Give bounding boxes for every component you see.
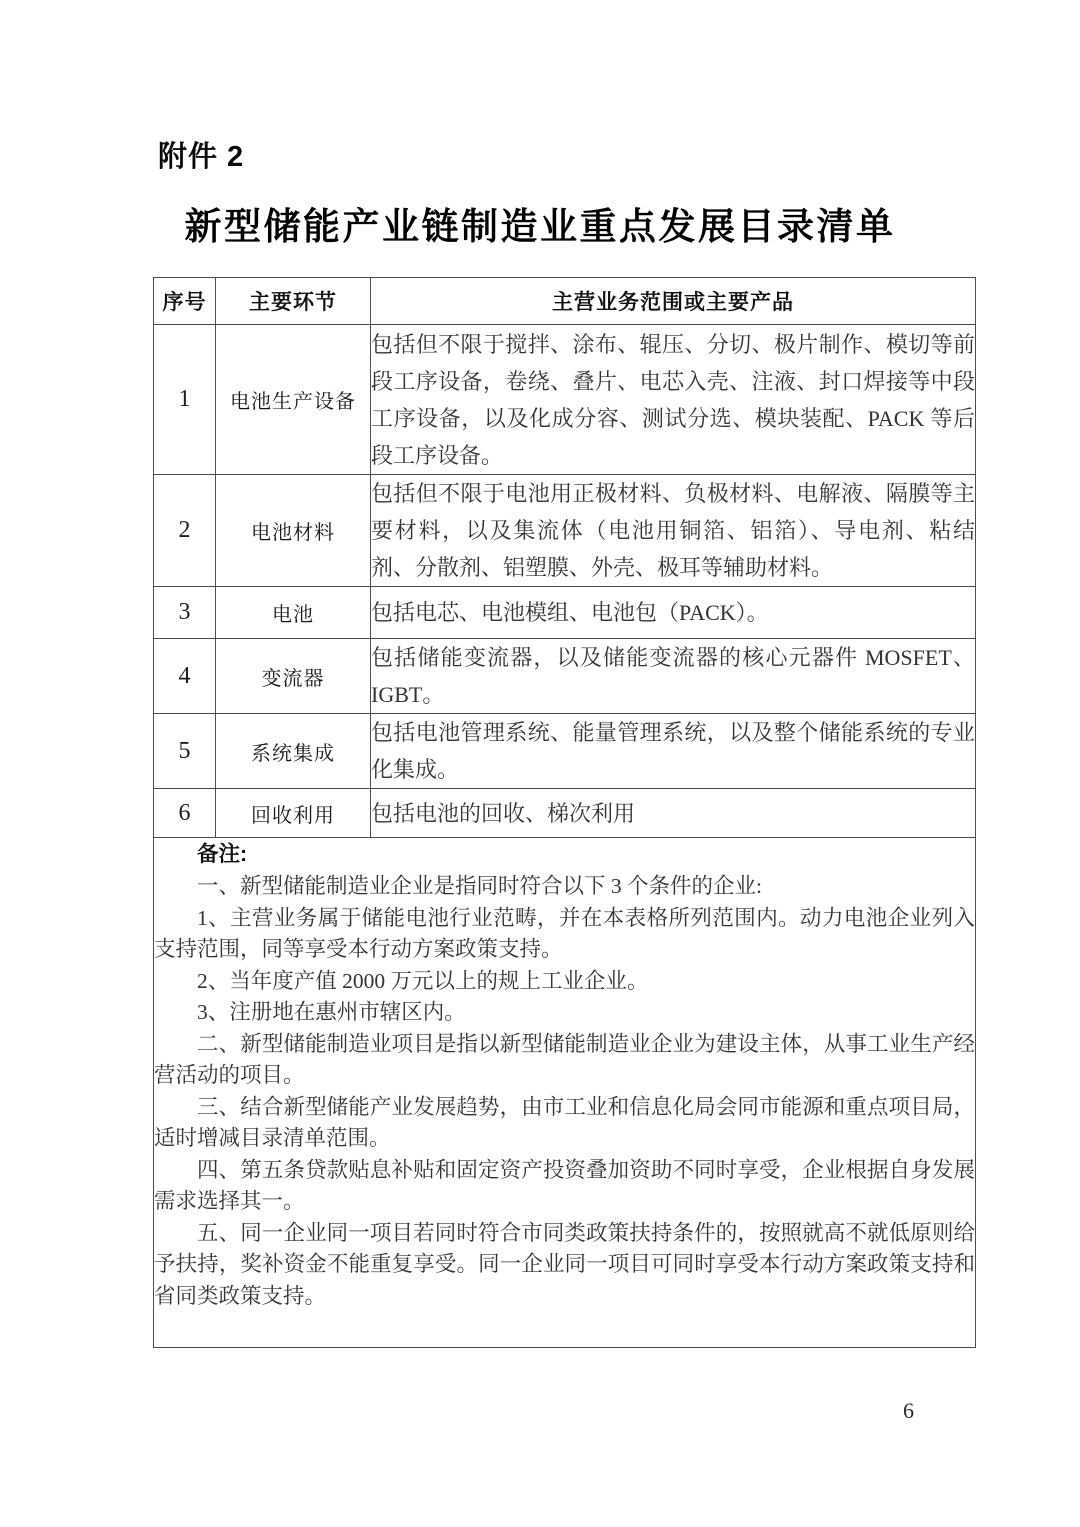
note-item: 五、同一企业同一项目若同时符合市同类政策扶持条件的，按照就高不就低原则给予扶持，奖补资金不能重复享受。同一企业同一项目可同时享受本行动方案政策支持和省同类政策支持。 xyxy=(154,1220,975,1308)
scope-cell: 包括但不限于搅拌、涂布、辊压、分切、极片制作、模切等前段工序设备，卷绕、叠片、电芯入壳、注液、封口焊接等中段工序设备，以及化成分容、测试分选、模块装配、PACK 等后段工序设备。 xyxy=(371,325,976,475)
scope-cell: 包括储能变流器，以及储能变流器的核心元器件 MOSFET、IGBT。 xyxy=(371,639,976,714)
notes-label: 备注: xyxy=(197,842,248,866)
note-item: 2、当年度产值 2000 万元以上的规上工业企业。 xyxy=(197,968,649,993)
table-row xyxy=(154,714,976,789)
row-number-cell: 4 xyxy=(154,639,216,714)
notes-row xyxy=(154,838,976,1348)
note-item: 四、第五条贷款贴息补贴和固定资产投资叠加资助不同时享受，企业根据自身发展需求选择其一。 xyxy=(154,1157,975,1213)
row-number-cell: 2 xyxy=(154,475,216,587)
table-row xyxy=(154,587,976,639)
scope-cell: 包括但不限于电池用正极材料、负极材料、电解液、隔膜等主要材料，以及集流体（电池用铜箔、铝箔）、导电剂、粘结剂、分散剂、铝塑膜、外壳、极耳等辅助材料。 xyxy=(371,475,976,587)
document-title: 新型储能产业链制造业重点发展目录清单 xyxy=(184,207,896,248)
table-row xyxy=(154,325,976,475)
scope-cell: 包括电池的回收、梯次利用 xyxy=(371,789,976,838)
segment-cell: 电池材料 xyxy=(216,475,371,587)
row-number-cell: 6 xyxy=(154,789,216,838)
segment-cell: 电池 xyxy=(216,587,371,639)
table-header-row xyxy=(154,278,976,325)
note-item: 1、主营业务属于储能电池行业范畴，并在本表格所列范围内。动力电池企业列入支持范围，同等享受本行动方案政策支持。 xyxy=(154,905,975,961)
attachment-label: 附件 2 xyxy=(158,141,245,173)
row-number-cell: 3 xyxy=(154,587,216,639)
header-serial-no: 序号 xyxy=(154,278,216,325)
row-number-cell: 5 xyxy=(154,714,216,789)
scope-cell: 包括电芯、电池模组、电池包（PACK）。 xyxy=(371,587,976,639)
segment-cell: 变流器 xyxy=(216,639,371,714)
scope-cell: 包括电池管理系统、能量管理系统，以及整个储能系统的专业化集成。 xyxy=(371,714,976,789)
note-item: 一、新型储能制造业企业是指同时符合以下 3 个条件的企业: xyxy=(197,874,762,898)
note-item: 二、新型储能制造业项目是指以新型储能制造业企业为建设主体，从事工业生产经营活动的项目。 xyxy=(154,1031,975,1087)
table-row xyxy=(154,639,976,714)
header-main-segment: 主要环节 xyxy=(216,278,371,325)
note-item: 3、注册地在惠州市辖区内。 xyxy=(197,1000,466,1024)
header-business-scope: 主营业务范围或主要产品 xyxy=(371,278,976,325)
note-item: 三、结合新型储能产业发展趋势，由市工业和信息化局会同市能源和重点项目局，适时增减目录清单范围。 xyxy=(154,1094,975,1150)
row-number-cell: 1 xyxy=(154,325,216,475)
catalog-table xyxy=(153,277,976,1348)
table-row xyxy=(154,789,976,838)
table-row xyxy=(154,475,976,587)
page-number: 6 xyxy=(903,1398,914,1423)
notes-cell xyxy=(154,838,976,1348)
segment-cell: 电池生产设备 xyxy=(216,325,371,475)
segment-cell: 回收利用 xyxy=(216,789,371,838)
segment-cell: 系统集成 xyxy=(216,714,371,789)
